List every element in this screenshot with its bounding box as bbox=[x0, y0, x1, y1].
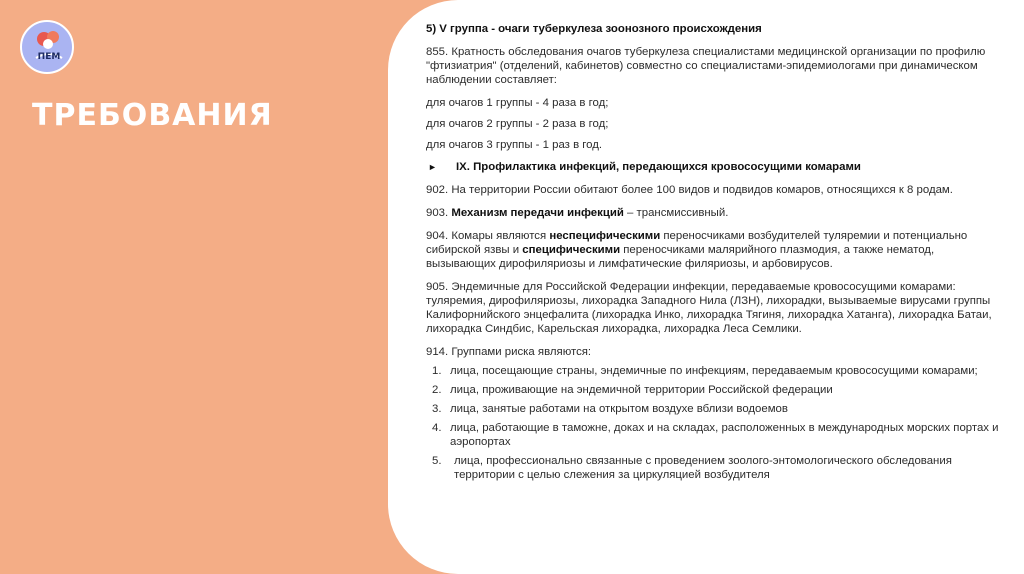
p903-prefix: 903. bbox=[426, 207, 452, 219]
p904-a: 904. Комары являются bbox=[426, 230, 550, 242]
p904-bold-specific: специфическими bbox=[522, 244, 621, 256]
paragraph-905: 905. Эндемичные для Российской Федерации инфекции, передаваемые кровососущими комарами: туляремия, дирофиляриозы, лихорадка Западного Нила (ЛЗН), лихорадки, вызываемые вирусами группы Калифорнийского энцефалита (лихорадка Инко, лихорадка Тягиня, лихорадка Хатанга), лихорадка Батаи, лихорадка Синдбис, Карельская лихорадка, лихорадка Леса Семлики. bbox=[426, 281, 992, 335]
list-item bbox=[426, 383, 1006, 397]
list-item bbox=[426, 421, 1006, 449]
p904-b: переносчиками возбудителей туляремии и потенциально сибирской язвы и bbox=[426, 230, 968, 256]
list-number: 3. bbox=[432, 403, 442, 415]
list-text: лица, работающие в таможне, доках и на складах, расположенных в международных морских портах и аэропортах bbox=[450, 422, 999, 448]
list-text: лица, занятые работами на открытом воздухе вблизи водоемов bbox=[450, 403, 788, 415]
logo bbox=[20, 20, 74, 74]
group5-title: 5) V группа - очаги туберкулеза зоонозного происхождения bbox=[426, 23, 762, 35]
list-text: лица, посещающие страны, эндемичные по инфекциям, передаваемым кровососущими комарами; bbox=[450, 365, 978, 377]
logo-text: ПЕМ bbox=[37, 52, 61, 62]
paragraph-914: 914. Группами риска являются: bbox=[426, 346, 592, 358]
page-title: ТРЕБОВАНИЯ bbox=[32, 98, 273, 133]
list-item bbox=[426, 402, 1006, 416]
list-number: 5. bbox=[432, 455, 442, 467]
document-body bbox=[426, 22, 1006, 482]
p904-bold-nonspecific: неспецифическими bbox=[549, 230, 661, 242]
list-text: лица, проживающие на эндемичной территории Российской федерации bbox=[450, 384, 833, 396]
p903-rest: – трансмиссивный. bbox=[623, 207, 729, 219]
list-item bbox=[426, 364, 1006, 378]
list-item bbox=[426, 454, 1006, 482]
paragraph-902: 902. На территории России обитают более 100 видов и подвидов комаров, относящихся к 8 родам. bbox=[426, 184, 953, 196]
paragraph-855: 855. Кратность обследования очагов туберкулеза специалистами медицинской организации по профилю "фтизиатрия" (отделений, кабинетов) совместно со специалистами-эпидемиологами при динамическом наблюдении составляет: bbox=[426, 46, 986, 86]
p904-c: переносчиками малярийного плазмодия, а также нематод, вызывающих дирофиляриозы и лимфатические филяриозы, и арбовирусов. bbox=[426, 244, 935, 270]
list-text: лица, профессионально связанные с проведением зоолого-энтомологического обследования территории с целью слежения за циркуляцией возбудителя bbox=[454, 455, 952, 481]
paragraph-903 bbox=[426, 206, 1006, 220]
frequency-group-1: для очагов 1 группы - 4 раза в год; bbox=[426, 97, 609, 109]
p903-bold: Механизм передачи инфекций bbox=[451, 207, 624, 219]
frequency-group-2: для очагов 2 группы - 2 раза в год; bbox=[426, 118, 609, 130]
list-number: 1. bbox=[432, 365, 442, 377]
paragraph-904 bbox=[426, 229, 1006, 271]
frequency-group-3: для очагов 3 группы - 1 раз в год. bbox=[426, 139, 603, 151]
section-9-heading bbox=[426, 160, 1006, 174]
list-number: 4. bbox=[432, 422, 442, 434]
list-number: 2. bbox=[432, 384, 442, 396]
bullet-arrow-icon: ► bbox=[428, 162, 437, 172]
section-9-title: IX. Профилактика инфекций, передающихся кровососущими комарами bbox=[456, 161, 861, 173]
